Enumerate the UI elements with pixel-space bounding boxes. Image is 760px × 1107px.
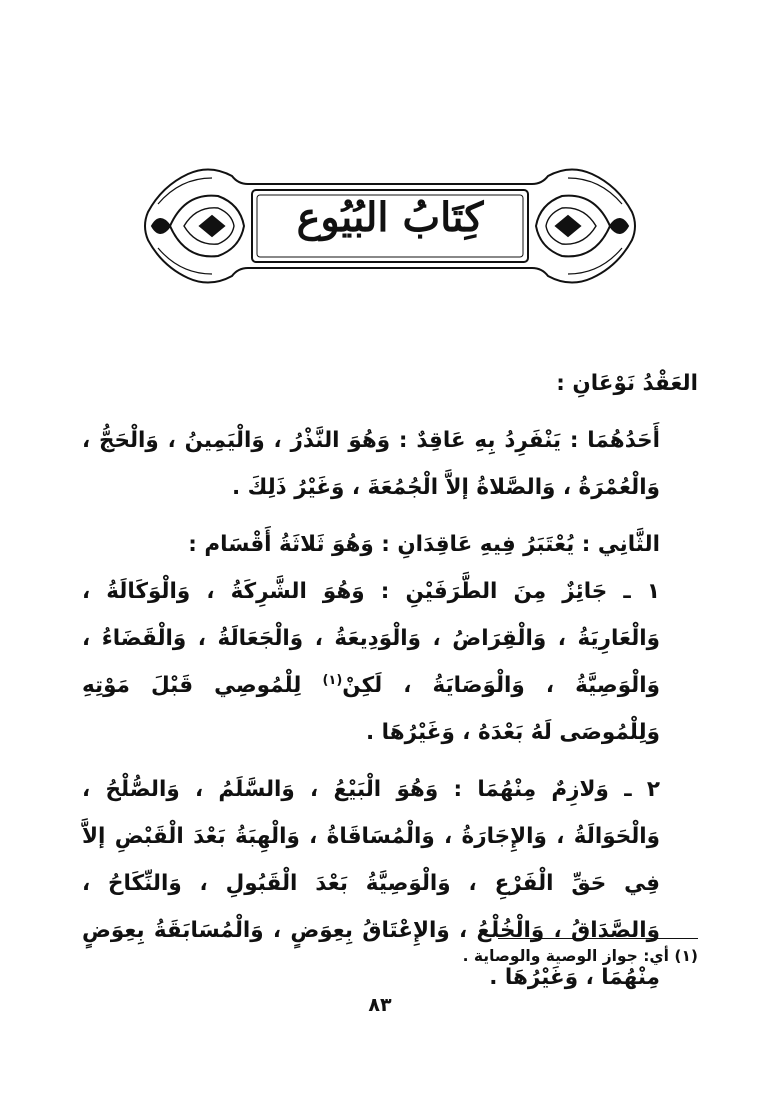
chapter-header-ornament <box>140 164 640 288</box>
item2-lead: وَلازِمٌ مِنْهُمَا : <box>453 777 609 802</box>
list-item-1 <box>82 568 698 756</box>
item1-lead: جَائِزٌ مِنَ الطَّرَفَيْنِ : <box>380 579 608 604</box>
list-item-2 <box>82 766 698 1001</box>
item1-text-b: لِلْمُوصِي قَبْلَ مَوْتِهِ وَلِلْمُوصَى لَهُ بَعْدَهُ ، وَغَيْرُهَا . <box>82 673 660 745</box>
second-lead: الثَّانِي : <box>581 532 660 557</box>
paragraph-second <box>82 521 698 568</box>
footnote-divider <box>498 938 698 939</box>
item1-number: ١ ـ <box>623 579 660 604</box>
first-lead: أَحَدُهُمَا : <box>569 428 660 453</box>
item1-text-a: وَهُوَ الشَّرِكَةُ ، وَالْوَكَالَةُ ، وَالْعَارِيَةُ ، وَالْقِرَاضُ ، وَالْوَدِيعَةُ ، وَالْجَعَالَةُ ، وَالْقَضَاءُ ، وَالْوَصِيَّةُ ، وَالْوَصَايَةُ ، لَكِنْ <box>82 579 660 698</box>
footnote <box>82 947 698 965</box>
chapter-title: كِتَابُ البُيُوع <box>296 194 484 241</box>
paragraph-first <box>82 417 698 511</box>
second-text: يُعْتَبَرُ فِيهِ عَاقِدَانِ : وَهُوَ ثَلاثَةُ أَقْسَام : <box>188 532 575 557</box>
footnote-reference: (١) <box>322 672 343 688</box>
first-text: يَنْفَرِدُ بِهِ عَاقِدٌ : وَهُوَ النَّذْرُ ، وَالْيَمِينُ ، وَالْحَجُّ ، وَالْعُمْرَةُ ، وَالصَّلاةُ إلاَّ الْجُمُعَةَ ، وَغَيْرُ ذَلِكَ . <box>82 428 660 500</box>
intro-line <box>82 360 698 407</box>
item2-text: وَهُوَ الْبَيْعُ ، وَالسَّلَمُ ، وَالصُّلْحُ ، وَالْحَوَالَةُ ، وَالإِجَارَةُ ، وَالْمُسَاقَاةُ ، وَالْهِبَةُ بَعْدَ الْقَبْضِ إلاَّ فِي حَقِّ الْفَرْعِ ، وَالْوَصِيَّةُ بَعْدَ الْقَبُولِ ، وَالنِّكَاحُ ، وَالصَّدَاقُ ، وَالْخُلْعُ ، وَالإِعْتَاقُ بِعِوَضٍ ، وَالْمُسَابَقَةُ بِعِوَضٍ مِنْهُمَا ، وَغَيْرُهَا . <box>82 777 660 990</box>
main-text <box>82 360 698 1001</box>
item2-number: ٢ ـ <box>624 777 660 802</box>
page-number: ٨٣ <box>368 994 392 1016</box>
intro-text: العَقْدُ نَوْعَانِ : <box>556 371 698 396</box>
footnote-text: أي: جواز الوصية والوصاية . <box>462 947 669 965</box>
footnote-number: (١) <box>674 947 698 965</box>
